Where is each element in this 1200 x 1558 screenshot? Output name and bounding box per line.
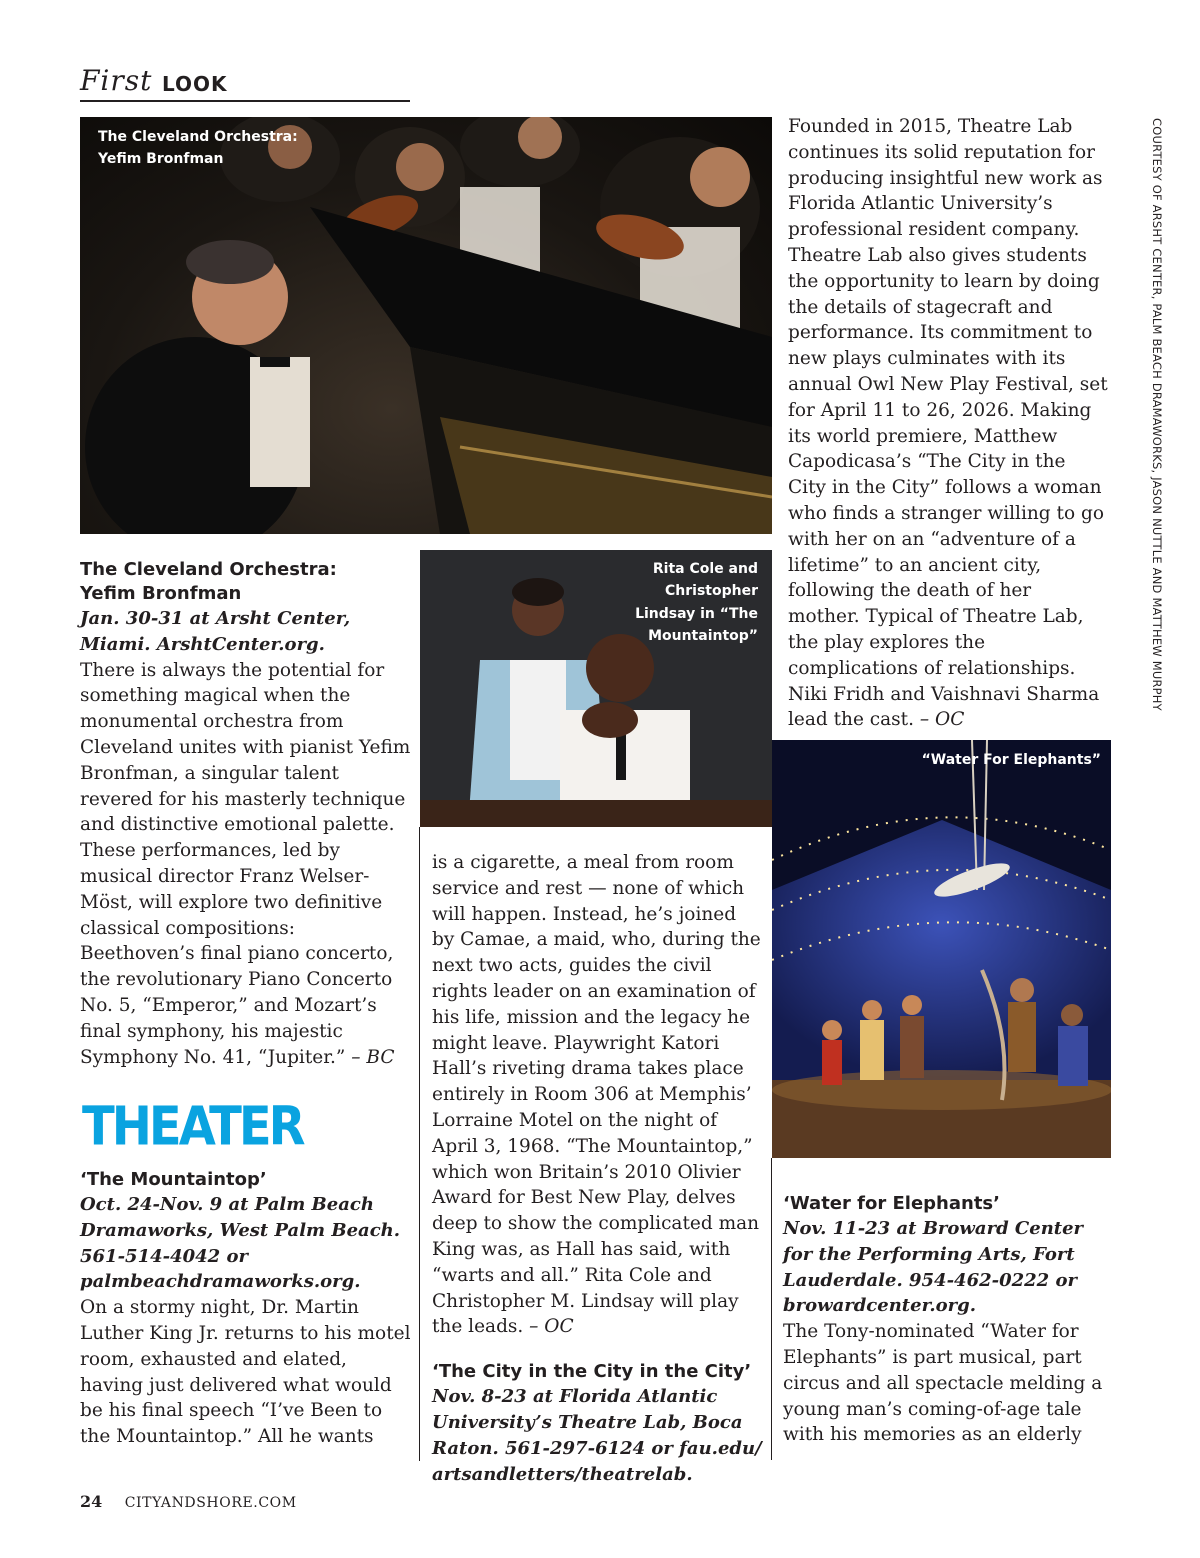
cleveland-article: [80, 558, 413, 1070]
orchestra-photo-art: [80, 117, 772, 534]
mountaintop-photo: [420, 550, 772, 827]
elephants-body: The Tony-nominated “Water for Elephants” is part musical, part circus and all spectacle melding a young man’s coming-of-age tale with his memories as an elderly: [783, 1321, 1103, 1446]
photo-credit: [1146, 118, 1166, 718]
photo-credit-text: COURTESY OF ARSHT CENTER, PALM BEACH DRAMAWORKS, JASON NUTTLE AND MATTHEW MURPHY: [1150, 118, 1164, 711]
mountaintop-meta: Oct. 24-Nov. 9 at Palm Beach Dramaworks, West Palm Beach. 561-514-4042 or palmbeachdramaworks.org.: [80, 1194, 401, 1293]
theater-section-heading: THEATER: [82, 1095, 303, 1158]
mountaintop-article: [80, 1168, 413, 1450]
section-header: [80, 62, 410, 102]
site-name: CITYANDSHORE.COM: [124, 1495, 297, 1511]
cleveland-title: The Cleveland Orchestra: Yefim Bronfman: [80, 559, 337, 604]
elephants-photo-art: [772, 740, 1111, 1158]
city-meta: Nov. 8-23 at Florida Atlantic University’s Theatre Lab, Boca Raton. 561-297-6124 or fau.edu/ artsandletters/theatrelab.: [432, 1386, 762, 1485]
elephants-photo: [772, 740, 1111, 1158]
city-body: [788, 114, 1108, 733]
mountaintop-body-2-text: is a cigarette, a meal from room service and rest — none of which will happen. Instead, he’s joined by Camae, a maid, who, during the next two acts, guides the civil rights leader on an examination of his life, mission and the legacy he might leave. Playwright Katori Hall’s riveting drama takes place entirely in Room 306 at Memphis’ Lorraine Motel on the night of April 3, 1968. “The Mountaintop,” which won Britain’s 2010 Olivier Award for Best New Play, delves deep to show the complicated man King was, as Hall has said, with “warts and all.” Rita Cole and Christopher M. Lindsay will play the leads.: [432, 852, 761, 1338]
elephants-meta: Nov. 11-23 at Broward Center for the Performing Arts, Fort Lauderdale. 954-462-0222 or browardcenter.org.: [783, 1218, 1084, 1317]
city-body-text: Founded in 2015, Theatre Lab continues its solid reputation for producing insightful new work as Florida Atlantic University’s professional resident company. Theatre Lab also gives students the opportunity to learn by doing the details of stagecraft and performance. Its commitment to new plays culminates with its annual Owl New Play Festival, set for April 11 to 26, 2026. Making its world premiere, Matthew Capodicasa’s “The City in the City in the City” follows a woman who finds a stranger willing to go with her on an “adventure of a lifetime” to an ancient city, following the death of her mother. Typical of Theatre Lab, the play explores the complications of relationships. Niki Fridh and Vaishnavi Sharma lead the cast.: [788, 116, 1108, 731]
header-look: LOOK: [162, 72, 228, 96]
elephants-photo-caption: “Water For Elephants”: [921, 752, 1101, 768]
elephants-article: [783, 1192, 1103, 1448]
city-title: ‘The City in the City in the City’: [432, 1361, 752, 1383]
mountaintop-photo-caption: Rita Cole and Christopher Lindsay in “The Mountaintop”: [635, 561, 758, 645]
cleveland-meta: Jan. 30-31 at Arsht Center, Miami. ArshtCenter.org.: [80, 608, 351, 655]
mountaintop-body-2: [432, 850, 762, 1340]
middle-column: [432, 850, 762, 1487]
city-signature: – OC: [919, 709, 965, 731]
orchestra-photo: [80, 117, 772, 534]
mountaintop-signature: – OC: [529, 1316, 574, 1338]
mountaintop-title: ‘The Mountaintop’: [80, 1169, 267, 1190]
cleveland-body: [80, 658, 413, 1071]
mountaintop-body-1: On a stormy night, Dr. Martin Luther King Jr. returns to his motel room, exhausted and elated, having just delivered what would be his final speech “I’ve Been to the Mountaintop.” All he wants: [80, 1297, 411, 1448]
city-article: [788, 114, 1108, 733]
column-rule-right: [771, 1158, 772, 1460]
column-rule-left: [419, 827, 420, 1461]
cleveland-signature: – BC: [351, 1046, 395, 1068]
page-footer: [80, 1492, 297, 1511]
cleveland-body-text: There is always the potential for something magical when the monumental orchestra from Cleveland unites with pianist Yefim Bronfman, a singular talent revered for his masterly technique and distinctive emotional palette. These performances, led by musical director Franz Welser-Möst, will explore two definitive classical compositions: Beethoven’s final piano concerto, the revolutionary Piano Concerto No. 5, “Emperor,” and Mozart’s final symphony, his majestic Symphony No. 41, “Jupiter.”: [80, 659, 411, 1068]
elephants-title: ‘Water for Elephants’: [783, 1193, 1000, 1214]
header-first: First: [80, 64, 153, 97]
orchestra-photo-caption: The Cleveland Orchestra: Yefim Bronfman: [98, 129, 298, 167]
page-number: 24: [80, 1492, 103, 1511]
